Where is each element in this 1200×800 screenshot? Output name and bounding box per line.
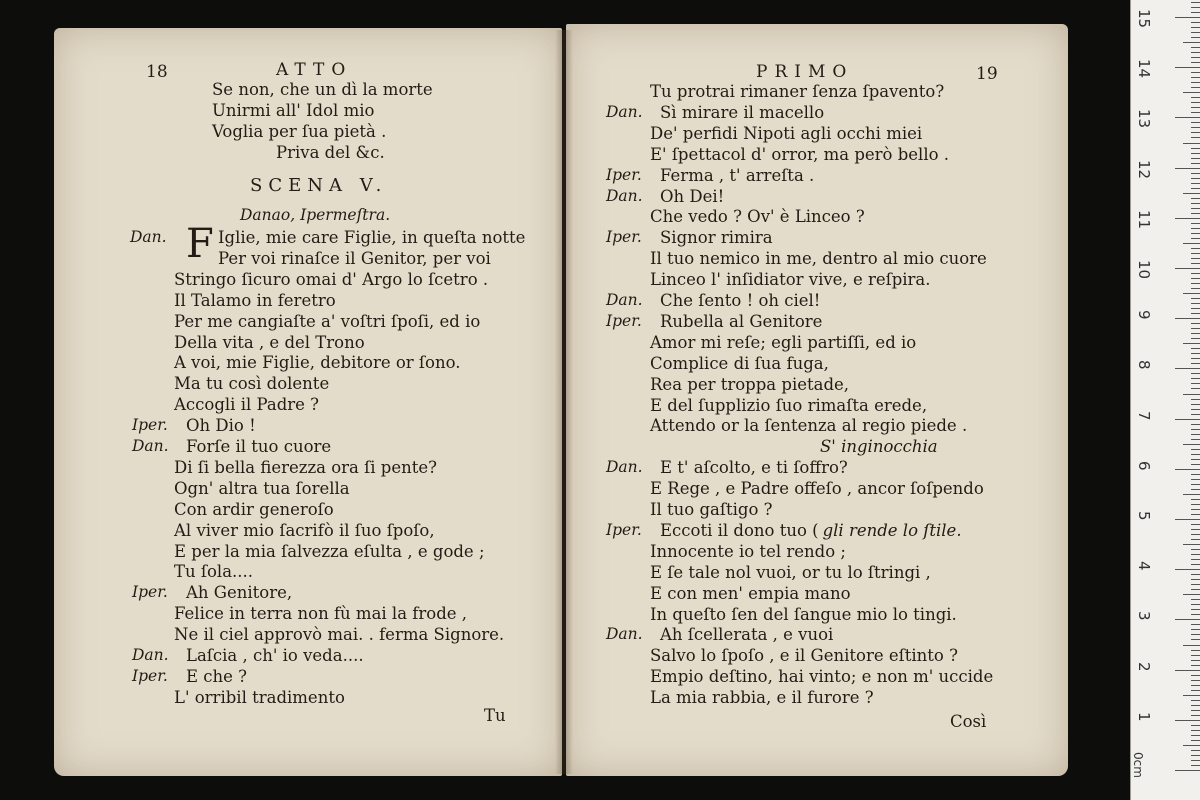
ruler-tick <box>1175 318 1200 319</box>
ruler-tick <box>1191 283 1200 284</box>
ruler-number: 14 <box>1135 59 1153 79</box>
ruler-tick <box>1183 645 1200 646</box>
ruler-tick <box>1191 750 1200 751</box>
ruler-tick <box>1191 328 1200 329</box>
ruler-tick <box>1175 67 1200 68</box>
verse-line: Per me cangiaſte a' voſtri ſpoſi, ed io <box>174 311 481 331</box>
ruler-number: 12 <box>1135 159 1153 179</box>
ruler-tick <box>1191 107 1200 108</box>
verse-line: Per voi rinaſce il Genitor, per voi <box>218 248 491 268</box>
ruler-tick <box>1191 705 1200 706</box>
ruler-tick <box>1183 544 1200 545</box>
ruler-unit: 0cm <box>1131 752 1145 778</box>
verse-line: Sì mirare il macello <box>660 102 825 122</box>
ruler-tick <box>1191 37 1200 38</box>
speaker-label: Dan. <box>606 458 643 477</box>
ruler-tick <box>1191 2 1200 3</box>
ruler-tick <box>1191 409 1200 410</box>
verse-line: Che ſento ! oh ciel! <box>660 291 821 310</box>
ruler-tick <box>1191 183 1200 184</box>
verse-line: Innocente io tel rendo ; <box>650 541 846 561</box>
ruler-tick <box>1191 504 1200 505</box>
ruler-tick <box>1191 62 1200 63</box>
book-gutter <box>555 30 573 774</box>
ruler-tick <box>1191 233 1200 234</box>
left-page-number: 18 <box>146 62 168 82</box>
speaker-label: Iper. <box>132 583 168 602</box>
ruler-tick <box>1175 419 1200 420</box>
ruler-tick <box>1191 489 1200 490</box>
ruler-tick <box>1175 619 1200 620</box>
ruler-tick <box>1191 32 1200 33</box>
ruler-tick <box>1191 479 1200 480</box>
verse-line: Priva del &c. <box>276 143 385 162</box>
ruler-tick <box>1191 650 1200 651</box>
ruler-number: 9 <box>1135 310 1153 320</box>
ruler-tick <box>1191 665 1200 666</box>
ruler-tick <box>1191 137 1200 138</box>
ruler-tick <box>1191 574 1200 575</box>
ruler-tick <box>1191 303 1200 304</box>
ruler-tick <box>1191 710 1200 711</box>
ruler-tick <box>1191 559 1200 560</box>
verse-line: La mia rabbia, e il furore ? <box>650 688 874 708</box>
ruler-tick <box>1183 92 1200 93</box>
ruler-tick <box>1191 599 1200 600</box>
ruler-tick <box>1191 378 1200 379</box>
ruler-tick <box>1191 208 1200 209</box>
ruler-tick <box>1183 293 1200 294</box>
ruler-tick <box>1191 278 1200 279</box>
verse-line: Tu protrai rimaner ſenza ſpavento? <box>650 82 945 101</box>
ruler-tick <box>1191 383 1200 384</box>
ruler-tick <box>1191 47 1200 48</box>
ruler-tick <box>1191 614 1200 615</box>
verse-line: Laſcia , ch' io veda.... <box>186 646 364 665</box>
ruler-tick <box>1175 670 1200 671</box>
drop-cap: F <box>186 221 214 267</box>
verse-line: Che vedo ? Ov' è Linceo ? <box>650 207 865 227</box>
scene-title: SCENA V. <box>250 175 388 196</box>
ruler-tick <box>1191 609 1200 610</box>
ruler-tick <box>1191 323 1200 324</box>
verse-line: Ah Genitore, <box>186 583 293 603</box>
speaker-label: Dan. <box>606 291 643 309</box>
ruler-tick <box>1191 459 1200 460</box>
verse-line: E ſe tale nol vuoi, or tu lo ſtringi , <box>650 562 931 582</box>
ruler-tick <box>1191 213 1200 214</box>
catchword-right: Così <box>950 712 987 731</box>
ruler-tick <box>1191 690 1200 691</box>
ruler-number: 2 <box>1135 661 1153 672</box>
ruler-tick <box>1191 549 1200 550</box>
ruler-tick <box>1191 675 1200 676</box>
ruler-number: 1 <box>1135 711 1153 722</box>
right-page-number: 19 <box>976 64 998 84</box>
verse-line-with-direction <box>660 521 962 541</box>
verse-line: E che ? <box>186 666 248 686</box>
verse-line: Tu ſola.... <box>174 562 254 582</box>
verse-line: Rubella al Genitore <box>660 311 823 331</box>
verse-line: Al viver mio ſacrifò il ſuo ſpoſo, <box>174 520 435 540</box>
ruler-tick <box>1175 218 1200 219</box>
ruler-tick <box>1175 168 1200 169</box>
catchword-left: Tu <box>484 706 506 725</box>
ruler-tick <box>1191 313 1200 314</box>
verse-line: Forſe il tuo cuore <box>186 437 332 456</box>
ruler-tick <box>1191 173 1200 174</box>
speaker-label: Dan. <box>132 437 169 455</box>
stage-direction: gli rende lo ſtile. <box>822 520 962 540</box>
ruler-tick <box>1191 554 1200 555</box>
verse-line: E con men' empia mano <box>650 583 851 603</box>
ruler-number: 4 <box>1135 561 1153 571</box>
verse-text: Eccoti il dono tuo ( <box>660 520 819 540</box>
character-list: Danao, Ipermeſtra. <box>240 206 391 224</box>
ruler-tick <box>1191 740 1200 741</box>
ruler-tick <box>1191 188 1200 189</box>
ruler-tick <box>1175 469 1200 470</box>
ruler-tick <box>1191 203 1200 204</box>
ruler-tick <box>1175 519 1200 520</box>
ruler-tick <box>1175 569 1200 570</box>
ruler-tick <box>1191 198 1200 199</box>
verse-line: Della vita , e del Trono <box>174 332 365 352</box>
verse-line: Complice di ſua fuga, <box>650 353 829 373</box>
ruler-tick <box>1191 148 1200 149</box>
ruler-tick <box>1191 308 1200 309</box>
ruler-tick <box>1183 444 1200 445</box>
ruler-tick <box>1191 263 1200 264</box>
left-running-header: ATTO <box>276 60 353 80</box>
verse-line: Signor rimira <box>660 228 773 248</box>
ruler-tick <box>1191 449 1200 450</box>
ruler-tick <box>1191 424 1200 425</box>
ruler-tick <box>1183 695 1200 696</box>
ruler-tick <box>1191 755 1200 756</box>
verse-line: Accogli il Padre ? <box>174 395 319 415</box>
ruler-tick <box>1191 333 1200 334</box>
speaker-label: Dan. <box>132 646 169 664</box>
speaker-label: Iper. <box>606 165 642 184</box>
ruler-tick <box>1191 7 1200 8</box>
ruler-tick <box>1191 509 1200 510</box>
ruler-tick <box>1191 12 1200 13</box>
ruler-tick <box>1191 258 1200 259</box>
ruler-tick <box>1175 770 1200 771</box>
ruler-tick <box>1191 388 1200 389</box>
ruler-tick <box>1183 594 1200 595</box>
ruler-tick <box>1191 158 1200 159</box>
ruler-tick <box>1191 223 1200 224</box>
ruler-number: 7 <box>1135 410 1153 421</box>
ruler-tick <box>1191 464 1200 465</box>
verse-line: A voi, mie Figlie, debitore or ſono. <box>174 353 461 373</box>
ruler-tick <box>1191 639 1200 640</box>
ruler-tick <box>1191 228 1200 229</box>
verse-line: Felice in terra non fù mai la frode , <box>174 604 468 624</box>
ruler-tick <box>1191 725 1200 726</box>
verse-line: Iglie, mie care Figlie, in queſta notte <box>218 228 526 247</box>
ruler-tick <box>1191 112 1200 113</box>
ruler-tick <box>1183 343 1200 344</box>
ruler-tick <box>1191 765 1200 766</box>
ruler-tick <box>1183 745 1200 746</box>
right-running-header: PRIMO <box>756 62 854 82</box>
verse-line: Ma tu così dolente <box>174 374 330 394</box>
ruler-tick <box>1191 700 1200 701</box>
ruler-tick <box>1191 248 1200 249</box>
ruler-tick <box>1183 193 1200 194</box>
ruler-tick <box>1191 127 1200 128</box>
ruler-tick <box>1191 353 1200 354</box>
speaker-label: Dan. <box>130 228 167 246</box>
verse-line: In queſto ſen del ſangue mio lo tingi. <box>650 604 957 624</box>
ruler-number: 8 <box>1135 360 1153 370</box>
verse-line: Di ſi bella fierezza ora ſi pente? <box>174 457 437 477</box>
verse-line: E del ſupplizio ſuo rimaſta erede, <box>650 395 928 415</box>
verse-line: Voglia per ſua pietà . <box>212 122 387 141</box>
ruler-tick <box>1191 474 1200 475</box>
verse-line: Oh Dio ! <box>186 416 256 436</box>
ruler-tick <box>1183 243 1200 244</box>
ruler-tick <box>1191 564 1200 565</box>
ruler-tick <box>1191 604 1200 605</box>
ruler-tick <box>1191 529 1200 530</box>
ruler-tick <box>1191 524 1200 525</box>
ruler-tick <box>1175 117 1200 118</box>
ruler-tick <box>1191 624 1200 625</box>
ruler-tick <box>1191 288 1200 289</box>
ruler-tick <box>1191 539 1200 540</box>
speaker-label: Iper. <box>132 666 168 685</box>
ruler-tick <box>1191 27 1200 28</box>
ruler-tick <box>1183 394 1200 395</box>
ruler-tick <box>1191 579 1200 580</box>
ruler-tick <box>1191 82 1200 83</box>
verse-line: L' orribil tradimento <box>174 687 345 707</box>
ruler-tick <box>1191 72 1200 73</box>
ruler-number: 10 <box>1135 260 1153 280</box>
ruler-tick <box>1191 629 1200 630</box>
verse-line: Oh Dei! <box>660 186 725 206</box>
ruler-tick <box>1183 494 1200 495</box>
ruler-tick <box>1191 22 1200 23</box>
speaker-label: Iper. <box>606 228 642 247</box>
ruler-tick <box>1191 534 1200 535</box>
verse-line: E t' aſcolto, e ti ſoffro? <box>660 458 848 478</box>
ruler-tick <box>1175 268 1200 269</box>
ruler-tick <box>1191 52 1200 53</box>
ruler-tick <box>1191 404 1200 405</box>
ruler-tick <box>1191 760 1200 761</box>
ruler-tick <box>1191 439 1200 440</box>
verse-line: Se non, che un dì la morte <box>212 80 433 99</box>
verse-line: Ne il ciel approvò mai. . ferma Signore. <box>174 625 505 645</box>
verse-line: Con ardir generoſo <box>174 499 334 519</box>
verse-line: Ah ſcellerata , e vuoi <box>660 625 834 645</box>
ruler-tick <box>1191 715 1200 716</box>
verse-line: Rea per troppa pietade, <box>650 374 850 394</box>
ruler-tick <box>1191 77 1200 78</box>
ruler-tick <box>1191 97 1200 98</box>
verse-line: E Rege , e Padre offeſo , ancor ſoſpendo <box>650 479 984 499</box>
ruler-tick <box>1191 589 1200 590</box>
ruler-tick <box>1191 730 1200 731</box>
verse-line: Il tuo nemico in me, dentro al mio cuore <box>650 249 987 269</box>
ruler-tick <box>1191 153 1200 154</box>
ruler-tick <box>1191 454 1200 455</box>
ruler-tick <box>1183 42 1200 43</box>
ruler-tick <box>1191 132 1200 133</box>
ruler-tick <box>1191 660 1200 661</box>
verse-line: Ferma , t' arreſta . <box>660 165 815 185</box>
ruler-tick <box>1191 484 1200 485</box>
ruler-tick <box>1191 414 1200 415</box>
ruler-tick <box>1191 634 1200 635</box>
ruler-tick <box>1191 253 1200 254</box>
ruler-tick <box>1191 358 1200 359</box>
ruler-number: 6 <box>1135 460 1153 471</box>
ruler-tick <box>1191 429 1200 430</box>
verse-line: Empio deſtino, hai vinto; e non m' uccide <box>650 667 994 687</box>
ruler-tick <box>1183 143 1200 144</box>
ruler-tick <box>1191 348 1200 349</box>
ruler-tick <box>1191 584 1200 585</box>
ruler-tick <box>1191 434 1200 435</box>
verse-line: Ogn' altra tua ſorella <box>174 478 350 498</box>
ruler-number: 11 <box>1135 209 1153 229</box>
ruler-tick <box>1191 735 1200 736</box>
verse-line: Amor mi reſe; egli partiſſi, ed io <box>650 332 917 352</box>
speaker-label: Dan. <box>606 186 643 205</box>
verse-line: E' ſpettacol d' orror, ma però bello . <box>650 144 950 164</box>
speaker-label: Iper. <box>606 311 642 330</box>
verse-line: Attendo or la ſentenza al regio piede . <box>650 416 968 436</box>
verse-line: Il Talamo in feretro <box>174 290 336 310</box>
ruler-number: 3 <box>1135 611 1153 621</box>
ruler-number: 13 <box>1135 109 1153 129</box>
verse-line: Il tuo gaſtigo ? <box>650 500 773 519</box>
ruler-tick <box>1191 298 1200 299</box>
measuring-ruler <box>1130 0 1200 800</box>
ruler-tick <box>1191 514 1200 515</box>
verse-line: E per la mia ſalvezza eſulta , e gode ; <box>174 541 485 561</box>
verse-line: De' perfidi Nipoti agli occhi miei <box>650 123 923 143</box>
ruler-tick <box>1191 122 1200 123</box>
ruler-tick <box>1175 17 1200 18</box>
ruler-tick <box>1191 238 1200 239</box>
ruler-tick <box>1191 87 1200 88</box>
ruler-tick <box>1191 363 1200 364</box>
ruler-tick <box>1191 102 1200 103</box>
ruler-number: 5 <box>1135 511 1153 521</box>
speaker-label: Iper. <box>606 520 642 539</box>
ruler-tick <box>1191 685 1200 686</box>
ruler-tick <box>1191 338 1200 339</box>
speaker-label: Dan. <box>606 625 643 644</box>
ruler-tick <box>1175 368 1200 369</box>
ruler-tick <box>1175 720 1200 721</box>
verse-line: Linceo l' inſidiator vive, e reſpira. <box>650 270 931 290</box>
ruler-tick <box>1191 178 1200 179</box>
verse-line: Unirmi all' Idol mio <box>212 101 375 120</box>
ruler-tick <box>1191 163 1200 164</box>
ruler-tick <box>1191 399 1200 400</box>
ruler-tick <box>1191 57 1200 58</box>
ruler-number: 15 <box>1135 9 1153 29</box>
speaker-label: Iper. <box>132 416 168 435</box>
ruler-tick <box>1191 373 1200 374</box>
ruler-tick <box>1191 273 1200 274</box>
ruler-tick <box>1191 680 1200 681</box>
ruler-tick <box>1191 499 1200 500</box>
verse-line: Salvo lo ſpoſo , e il Genitore eſtinto ? <box>650 646 958 666</box>
stage-direction: S' inginocchia <box>820 437 938 457</box>
ruler-tick <box>1191 655 1200 656</box>
verse-line: Stringo ſicuro omai d' Argo lo ſcetro . <box>174 269 489 289</box>
speaker-label: Dan. <box>606 102 643 121</box>
